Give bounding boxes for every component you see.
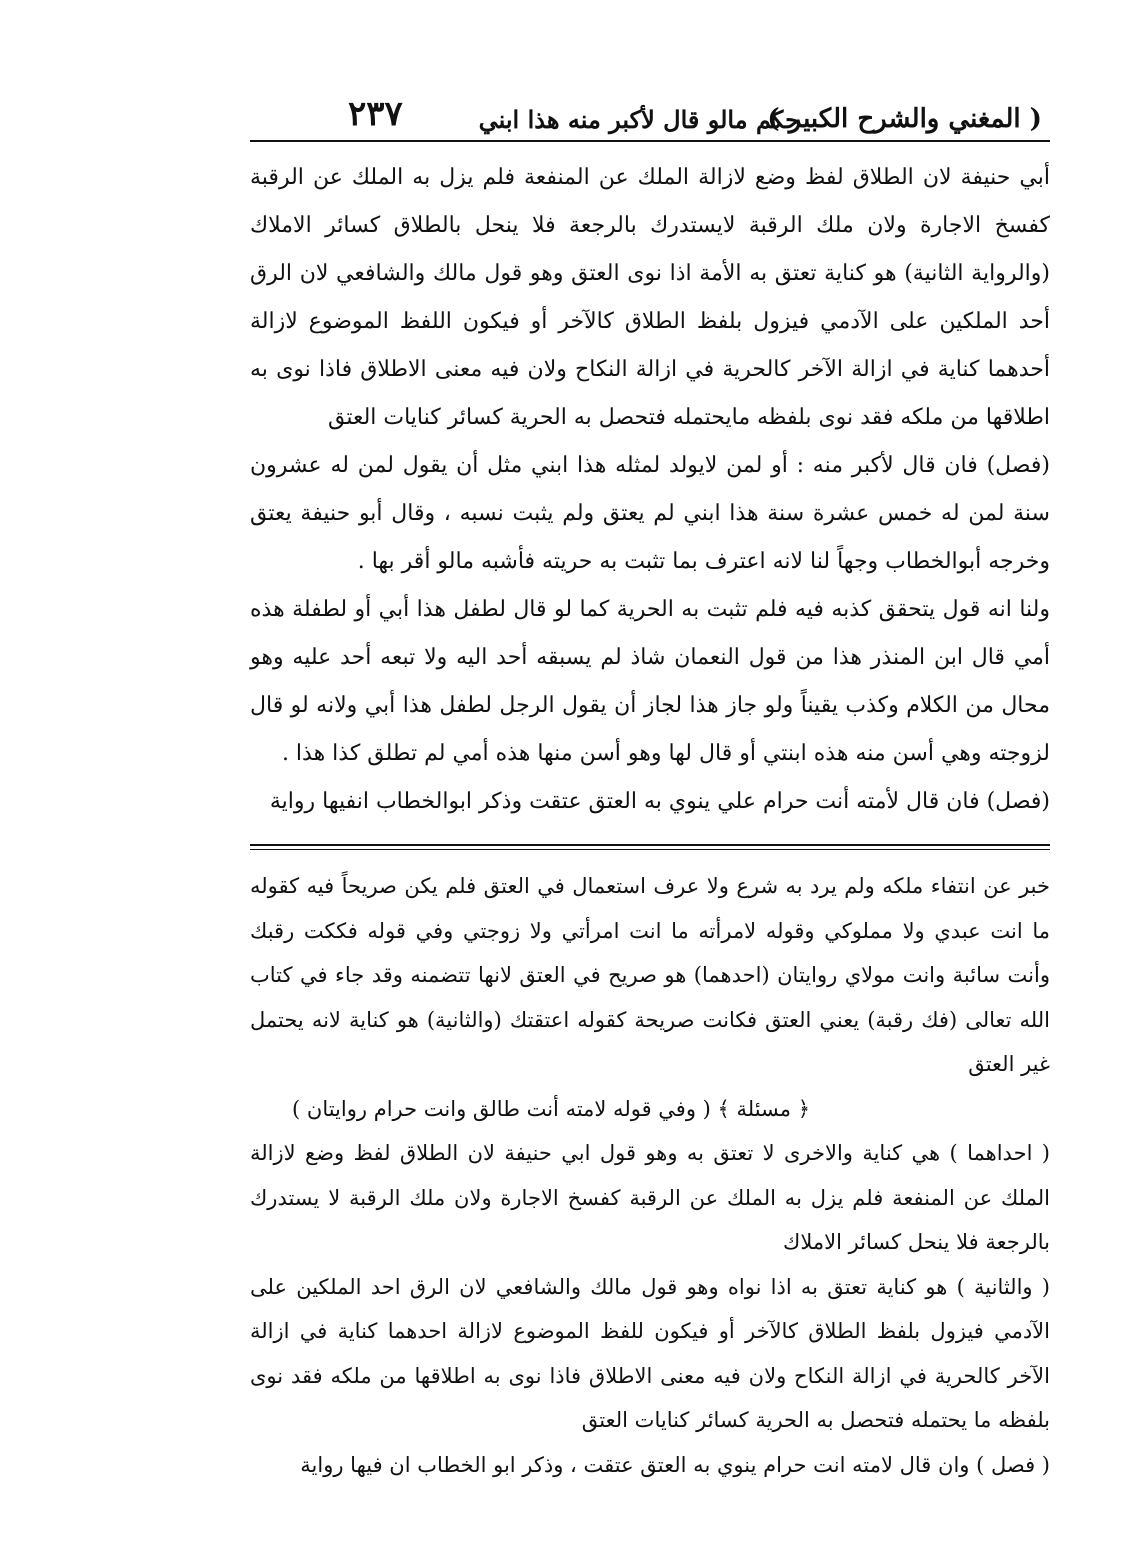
book-title: ( المغني والشرح الكبير ) [767, 104, 1042, 134]
masala-heading: ﴿ مسئلة ﴾ ( وفي قوله لامته أنت طالق وانت حرام روايتان ) [292, 1096, 810, 1121]
section-title: حكم مالو قال لأكبر منه هذا ابني [478, 105, 800, 134]
book-page [250, 90, 1050, 1520]
page-number: ٢٣٧ [348, 94, 403, 134]
commentary-paragraph: ( احداهما ) هي كناية والاخرى لا تعتق به وهو قول ابي حنيفة لان الطلاق لفظ وضع لازالة الملك عن المنفعة فلم يزل به الملك عن الرقبة كفسخ الاجارة ولان ملك الرقبة لا يستدرك بالرجعة فلا ينحل كسائر الاملاك [250, 1141, 1050, 1254]
main-text [250, 154, 1050, 826]
commentary-paragraph: ( فصل ) وان قال لامته انت حرام ينوي به العتق عتقت ، وذكر ابو الخطاب ان فيها رواية [300, 1452, 1050, 1477]
main-paragraph: أبي حنيفة لان الطلاق لفظ وضع لازالة الملك عن المنفعة فلم يزل به الملك عن الرقبة كفسخ الاجارة ولان ملك الرقبة لايستدرك بالرجعة فلا ينحل بالطلاق كسائر الاملاك (والرواية الثانية) هو كناية تعتق به الأمة اذا نوى العتق وهو قول مالك والشافعي لان الرق أحد الملكين على الآدمي فيزول بلفظ الطلاق كالآخر أو فيكون اللفظ الموضوع لازالة أحدهما كناية في ازالة الآخر كالحرية في ازالة النكاح ولان فيه معنى الاطلاق فاذا نوى به اطلاقها من ملكه فقد نوى بلفظه مايحتمله فتحصل به الحرية كسائر كنايات العتق [250, 165, 1050, 430]
commentary-text [250, 864, 1050, 1487]
page-header [250, 90, 1050, 142]
main-paragraph: (فصل) فان قال لأمته أنت حرام علي ينوي به العتق عتقت وذكر ابوالخطاب انفيها رواية [269, 789, 1050, 814]
main-paragraph: (فصل) فان قال لأكبر منه : أو لمن لايولد لمثله هذا ابني مثل أن يقول لمن له عشرون سنة لمن له خمس عشرة سنة هذا ابني لم يعتق ولم يثبت نسبه ، وقال أبو حنيفة يعتق وخرجه أبوالخطاب وجهاً لنا لانه اعترف بما تثبت به حريته فأشبه مالو أقر بها . [250, 453, 1050, 574]
commentary-paragraph: خبر عن انتفاء ملكه ولم يرد به شرع ولا عرف استعمال في العتق فلم يكن صريحاً فيه كقوله ما انت عبدي ولا مملوكي وقوله لامرأته ما انت امرأتي ولا زوجتي وفي قوله فككت رقبك وأنت سائبة وانت مولاي روايتان (احدهما) هو صريح في العتق لانها تتضمنه وقد جاء في كتاب الله تعالى (فك رقبة) يعني العتق فكانت صريحة كقوله اعتقتك (والثانية) هو كناية لانه يحتمل غير العتق [250, 874, 1050, 1076]
main-paragraph: ولنا انه قول يتحقق كذبه فيه فلم تثبت به الحرية كما لو قال لطفل هذا أبي أو لطفلة هذه أمي قال ابن المنذر هذا من قول النعمان شاذ لم يسبقه أحد اليه ولا تبعه أحد عليه وهو محال من الكلام وكذب يقيناً ولو جاز هذا لجاز أن يقول الرجل لطفل هذا أبي ولانه لو قال لزوجته وهي أسن منه هذه ابنتي أو قال لها وهو أسن منها هذه أمي لم تطلق كذا هذا . [250, 597, 1050, 766]
commentary-paragraph: ( والثانية ) هو كناية تعتق به اذا نواه وهو قول مالك والشافعي لان الرق احد الملكين على الآدمي فيزول بلفظ الطلاق كالآخر أو فيكون للفظ الموضوع لازالة احدهما كناية في ازالة الآخر كالحرية في ازالة النكاح ولان فيه معنى الاطلاق فاذا نوى به اطلاقها من ملكه فقد نوى بلفظه ما يحتمله فتحصل به الحرية كسائر كنايات العتق [250, 1274, 1050, 1432]
section-divider [250, 844, 1050, 850]
